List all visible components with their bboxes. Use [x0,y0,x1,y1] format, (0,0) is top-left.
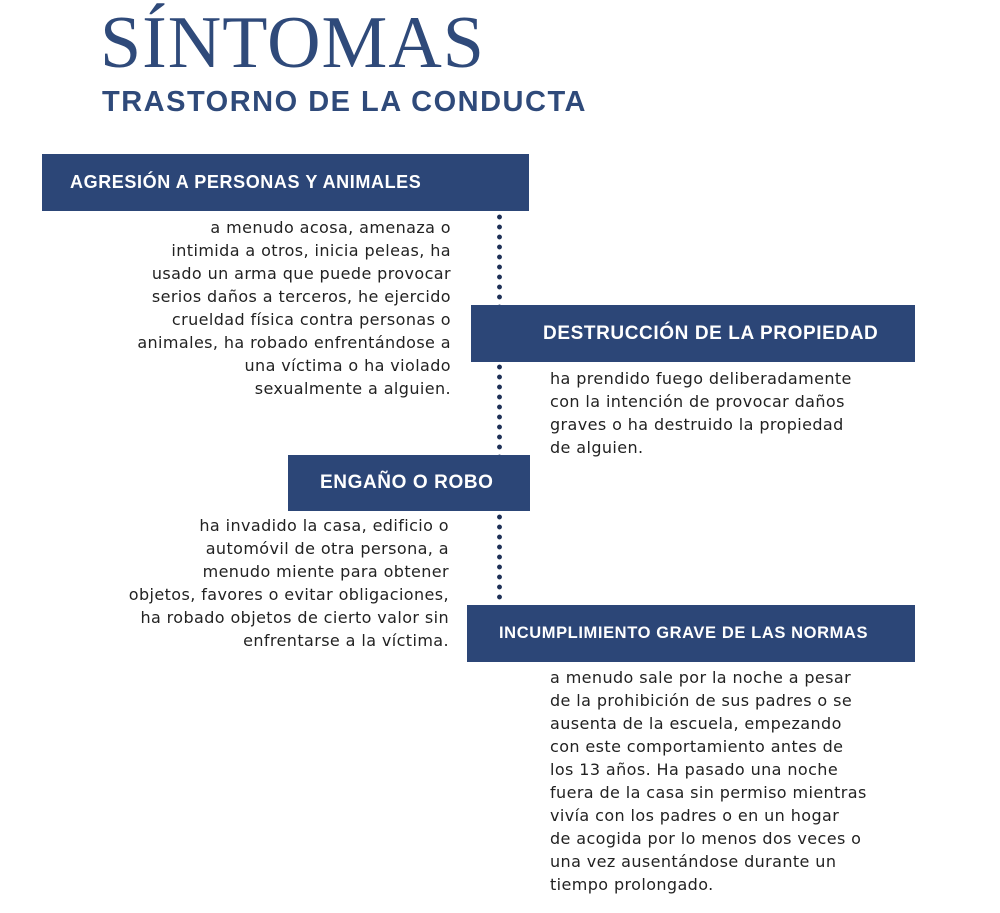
text-line: ha prendido fuego deliberadamente [550,369,852,388]
page-title: SÍNTOMAS [100,2,485,84]
section-heading-agresion: AGRESIÓN A PERSONAS Y ANIMALES [42,154,529,211]
text-line: a menudo sale por la noche a pesar [550,668,852,687]
section-text-agresion [95,216,451,400]
text-line: con este comportamiento antes de [550,737,844,756]
page-subtitle: TRASTORNO DE LA CONDUCTA [102,86,587,118]
text-line: ha robado objetos de cierto valor sin [140,608,449,627]
text-line: de alguien. [550,438,644,457]
text-line: sexualmente a alguien. [254,379,451,398]
section-text-destruccion [550,367,910,459]
text-line: una vez ausentándose durante un [550,852,837,871]
dotted-timeline [497,212,502,600]
text-line: objetos, favores o evitar obligaciones, [128,585,449,604]
text-line: ausenta de la escuela, empezando [550,714,842,733]
text-line: ha invadido la casa, edificio o [199,516,449,535]
text-line: fuera de la casa sin permiso mientras [550,783,867,802]
text-line: menudo miente para obtener [202,562,449,581]
text-line: con la intención de provocar daños [550,392,845,411]
text-line: graves o ha destruido la propiedad [550,415,844,434]
section-heading-engano: ENGAÑO O ROBO [288,455,530,511]
text-line: a menudo acosa, amenaza o [210,218,451,237]
text-line: vivía con los padres o en un hogar [550,806,840,825]
text-line: automóvil de otra persona, a [205,539,449,558]
text-line: usado un arma que puede provocar [151,264,451,283]
text-line: enfrentarse a la víctima. [243,631,449,650]
section-text-incumplimiento [550,666,910,896]
section-heading-destruccion: DESTRUCCIÓN DE LA PROPIEDAD [471,305,915,362]
section-text-engano [95,514,449,652]
text-line: de la prohibición de sus padres o se [550,691,853,710]
text-line: serios daños a terceros, he ejercido [151,287,451,306]
text-line: de acogida por lo menos dos veces o [550,829,862,848]
text-line: intimida a otros, inicia peleas, ha [171,241,451,260]
text-line: una víctima o ha violado [244,356,451,375]
text-line: tiempo prolongado. [550,875,714,894]
text-line: los 13 años. Ha pasado una noche [550,760,839,779]
text-line: crueldad física contra personas o [171,310,451,329]
text-line: animales, ha robado enfrentándose a [137,333,451,352]
section-heading-incumplimiento: INCUMPLIMIENTO GRAVE DE LAS NORMAS [467,605,915,662]
